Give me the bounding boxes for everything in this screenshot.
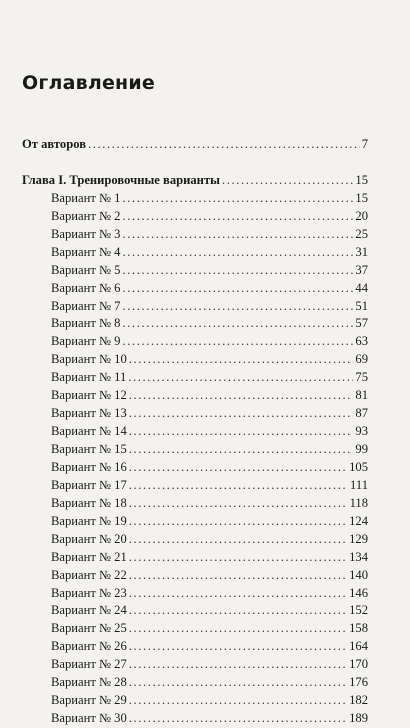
toc-entry-variant: [22, 513, 368, 531]
dot-leader: [129, 620, 347, 638]
toc-page-number: 25: [355, 226, 368, 241]
dot-leader: [129, 602, 347, 620]
toc-entry-variant: [22, 441, 368, 459]
toc-entry-label: Вариант № 16: [51, 459, 127, 474]
dot-leader: [129, 423, 354, 441]
toc-entry-label: Вариант № 18: [51, 495, 127, 510]
toc-entry-variant: [22, 638, 368, 656]
toc-entry-label: Вариант № 12: [51, 388, 127, 403]
table-of-contents: [22, 136, 368, 728]
toc-entry-label: Вариант № 25: [51, 621, 127, 636]
dot-leader: [129, 710, 347, 728]
toc-page-number: 75: [355, 370, 368, 385]
toc-page-number: 15: [355, 190, 368, 205]
toc-entry-variant: [22, 369, 368, 387]
toc-entry-variant: [22, 351, 368, 369]
toc-entry-variant: [22, 387, 368, 405]
toc-entry-variant: [22, 602, 368, 620]
toc-entry-label: Вариант № 22: [51, 567, 127, 582]
toc-entry-variant: [22, 531, 368, 549]
toc-entry-label: Вариант № 9: [51, 334, 121, 349]
toc-page-number: 164: [349, 639, 368, 654]
toc-entry-label: Вариант № 13: [51, 406, 127, 421]
toc-entry-label: Вариант № 5: [51, 262, 121, 277]
toc-entry-variant: [22, 405, 368, 423]
toc-page-number: 20: [355, 208, 368, 223]
toc-entry-label: Вариант № 28: [51, 675, 127, 690]
toc-entry-label: Глава I. Тренировочные варианты: [22, 172, 220, 187]
toc-page-number: 170: [349, 657, 368, 672]
dot-leader: [129, 585, 347, 603]
toc-entry-variant: [22, 692, 368, 710]
toc-entry-variant: [22, 226, 368, 244]
toc-entry-variant: [22, 190, 368, 208]
dot-leader: [128, 369, 353, 387]
dot-leader: [129, 495, 348, 513]
toc-page-number: 99: [355, 442, 368, 456]
toc-page-number: 57: [355, 316, 368, 331]
toc-entry-label: Вариант № 4: [51, 244, 121, 259]
toc-entry-variant: [22, 620, 368, 638]
toc-entry-label: От авторов: [22, 137, 87, 151]
toc-entry-label: Вариант № 14: [51, 424, 127, 439]
toc-entry-label: Вариант № 30: [51, 711, 127, 726]
dot-leader: [129, 692, 347, 710]
toc-entry-variant: [22, 656, 368, 674]
toc-page-number: 182: [349, 693, 368, 708]
toc-page-number: 44: [355, 280, 368, 295]
toc-page-number: 81: [355, 388, 368, 403]
toc-entry-label: Вариант № 29: [51, 693, 127, 708]
dot-leader: [122, 244, 353, 262]
toc-page-number: 87: [355, 406, 368, 421]
toc-entry-label: Вариант № 15: [51, 442, 127, 456]
toc-entry-variant: [22, 280, 368, 298]
dot-leader: [129, 513, 347, 531]
toc-entry-variant: [22, 549, 368, 567]
toc-entry-authors: [22, 136, 368, 154]
dot-leader: [129, 638, 347, 656]
toc-page-number: 152: [349, 603, 368, 618]
toc-entry-variant: [22, 710, 368, 728]
toc-entry-variant: [22, 495, 368, 513]
toc-entry-variant: [22, 244, 368, 262]
dot-leader: [129, 441, 354, 459]
toc-entry-variant: [22, 674, 368, 692]
toc-entry-label: Вариант № 1: [51, 190, 121, 205]
toc-entry-label: Вариант № 23: [51, 585, 127, 600]
toc-page-number: 15: [355, 172, 368, 187]
toc-entry-variant: [22, 585, 368, 603]
dot-leader: [222, 172, 353, 190]
toc-page-number: 111: [350, 477, 368, 492]
toc-page-number: 176: [349, 675, 368, 690]
dot-leader: [129, 351, 354, 369]
toc-entry-label: Вариант № 17: [51, 477, 127, 492]
toc-entry-variant: [22, 315, 368, 333]
toc-page-number: 189: [349, 711, 368, 726]
toc-entry-label: Вариант № 6: [51, 280, 121, 295]
dot-leader: [129, 477, 348, 495]
page-title: Оглавление: [22, 72, 155, 94]
toc-page-number: 7: [361, 137, 368, 151]
dot-leader: [122, 280, 353, 298]
toc-page-number: 129: [349, 531, 368, 546]
toc-entry-label: Вариант № 2: [51, 208, 121, 223]
toc-entry-label: Вариант № 7: [51, 298, 121, 313]
toc-entry-label: Вариант № 26: [51, 639, 127, 654]
toc-entry-variant: [22, 333, 368, 351]
dot-leader: [129, 674, 347, 692]
dot-leader: [122, 298, 353, 316]
toc-entry-variant: [22, 298, 368, 316]
toc-entry-label: Вариант № 21: [51, 549, 127, 564]
toc-page-number: 69: [355, 352, 368, 367]
dot-leader: [122, 262, 353, 280]
toc-entry-variant: [22, 423, 368, 441]
toc-entry-label: Вариант № 27: [51, 657, 127, 672]
dot-leader: [129, 531, 347, 549]
toc-entry-label: Вариант № 8: [51, 316, 121, 331]
toc-entry-label: Вариант № 24: [51, 603, 127, 618]
toc-entry-variant: [22, 567, 368, 585]
toc-page-number: 140: [349, 567, 368, 582]
toc-entry-label: Вариант № 20: [51, 531, 127, 546]
dot-leader: [129, 549, 347, 567]
toc-page-number: 51: [355, 298, 368, 313]
toc-page-number: 63: [355, 334, 368, 349]
dot-leader: [122, 226, 353, 244]
dot-leader: [129, 459, 347, 477]
toc-entry-variant: [22, 459, 368, 477]
toc-entry-label: Вариант № 10: [51, 352, 127, 367]
toc-entry-label: Вариант № 3: [51, 226, 121, 241]
dot-leader: [129, 387, 354, 405]
toc-page-number: 158: [349, 621, 368, 636]
dot-leader: [129, 567, 347, 585]
toc-page-number: 146: [349, 585, 368, 600]
dot-leader: [129, 405, 354, 423]
dot-leader: [88, 136, 360, 154]
toc-page-number: 31: [355, 244, 368, 259]
toc-page-number: 37: [355, 262, 368, 277]
spacer: [22, 154, 368, 172]
toc-entry-label: Вариант № 19: [51, 513, 127, 528]
toc-page-number: 134: [349, 549, 368, 564]
toc-page-number: 118: [349, 495, 368, 510]
dot-leader: [122, 190, 353, 208]
toc-entry-variant: [22, 208, 368, 226]
toc-page-number: 124: [349, 513, 368, 528]
toc-entry-variant: [22, 477, 368, 495]
dot-leader: [122, 208, 353, 226]
dot-leader: [129, 656, 347, 674]
toc-entry-label: Вариант № 11: [51, 370, 127, 385]
toc-page-number: 93: [355, 424, 368, 439]
toc-entry-variant: [22, 262, 368, 280]
dot-leader: [122, 315, 353, 333]
dot-leader: [122, 333, 353, 351]
variant-list: [22, 190, 368, 728]
toc-page-number: 105: [349, 459, 368, 474]
toc-entry-chapter: [22, 172, 368, 190]
